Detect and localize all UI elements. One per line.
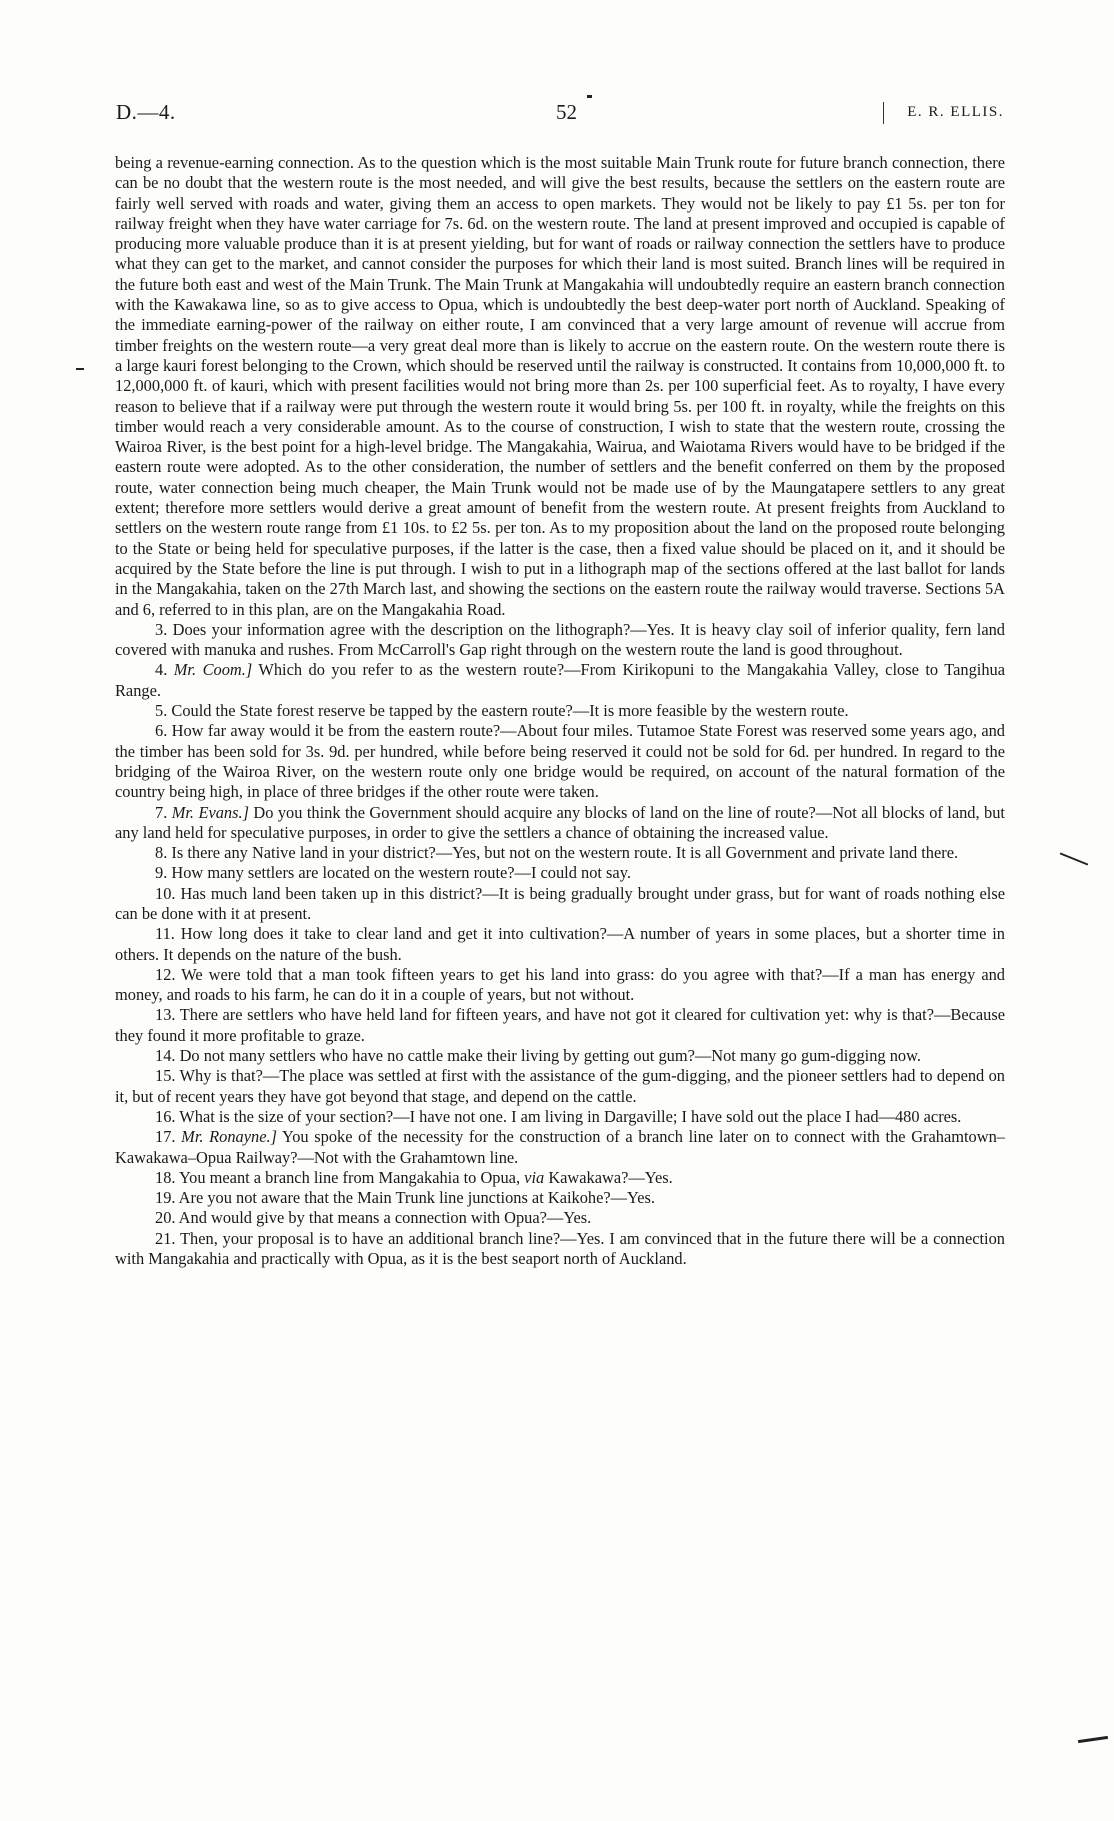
question-16: 16. What is the size of your section?—I have not one. I am living in Dargaville; I have sold out the place I had—480 acres. [155,1106,962,1126]
header-divider [883,102,884,124]
question-5: 5. Could the State forest reserve be tapped by the eastern route?—It is more feasible by the western route. [155,701,849,721]
question-text: Which do you refer to as the western route?—From Kirikopuni to the Mangakahia Valley, close to Tangihua Range. [115,660,1005,700]
question-text: Do you think the Government should acquire any blocks of land on the line of route?—Not all blocks of land, but any land held for speculative purposes, in order to give the settlers a chance of obtaining the increased value. [115,802,1005,842]
witness-name: E. R. ELLIS. [907,104,1004,120]
speaker-name: Mr. Evans.] [171,802,249,822]
question-text: 18. You meant a branch line from Mangakahia to Opua, [155,1167,521,1187]
question-18 [115,1168,1005,1188]
margin-bracket-mark [1060,852,1089,865]
speaker-name: Mr. Coom.] [173,660,253,680]
question-8: 8. Is there any Native land in your district?—Yes, but not on the western route. It is all Government and private land there. [155,843,959,863]
paragraph-intro: being a revenue-earning connection. As to the question which is the most suitable Main Trunk route for future branch connection, there can be no doubt that the western route is the most needed, and will give the best results, because the settlers on the eastern route are fairly well served with roads and water, giving them an access to open markets. They would not be likely to pay £1 5s. per ton for railway freight when they have water carriage for 7s. 6d. on the western route. The land at present improved and occupied is capable of producing more valuable produce than it is at present yielding, but for want of roads or railway connection the settlers have to produce what they can get to the market, and cannot consider the purposes for which their land is most suited. Branch lines will be required in the future both east and west of the Main Trunk. The Main Trunk at Mangakahia will undoubtedly require an eastern branch connection with the Kawakawa line, so as to give access to Opua, which is undoubtedly the best deep-water port north of Auckland. Speaking of the immediate earning-power of the railway on either route, I am convinced that a very large amount of revenue will accrue from timber freights on the western route—a very great deal more than is likely to accrue on the eastern route. On the western route there is a large kauri forest belonging to the Crown, which should be reserved until the railway is constructed. It contains from 10,000,000 ft. to 12,000,000 ft. of kauri, which with present facilities would not bring more than 2s. per 100 superficial feet. As to royalty, I have every reason to believe that if a railway were put through the western route it would bring 5s. per 100 ft. in royalty, while the freights on this timber would reach a very considerable amount. As to the course of construction, I wish to state that the western route, crossing the Wairoa River, is the best point for a high-level bridge. The Mangakahia, Wairua, and Waiotama Rivers would have to be bridged if the eastern route were adopted. As to the other consideration, the number of settlers and the benefit conferred on them by the proposed route, water connection being much cheaper, the Main Trunk would not be made use of by the Maungatapere settlers to any great extent; therefore more settlers would derive a great amount of benefit from the western route. At present freights from Auckland to settlers on the western route range from £1 10s. to £2 5s. per ton. As to my proposition about the land on the proposed route belonging to the State or being held for speculative purposes, if the latter is the case, then a fixed value should be placed on it, and it should be acquired by the State before the line is put through. I wish to put in a lithograph map of the sections offered at the last ballot for lands in the Mangakahia, taken on the 27th March last, and showing the sections on the eastern route the railway would traverse. Sections 5A and 6, referred to in this plan, are on the Mangakahia Road. [115,153,1005,619]
margin-dash-mark [1078,1736,1108,1743]
question-14: 14. Do not many settlers who have no cattle make their living by getting out gum?—Not many go gum-digging now. [155,1046,921,1066]
margin-dash-mark [76,368,84,370]
question-3: 3. Does your information agree with the description on the lithograph?—Yes. It is heavy clay soil of inferior quality, fern land covered with manuka and rushes. From McCarroll's Gap right through on the western route the land is good throughout. [115,619,1005,660]
question-20: 20. And would give by that means a connection with Opua?—Yes. [155,1208,592,1228]
question-number: 4. [155,660,168,680]
question-4 [115,660,1005,701]
document-reference: D.—4. [116,100,176,124]
question-number: 17. [155,1127,176,1147]
question-21: 21. Then, your proposal is to have an additional branch line?—Yes. I am convinced that in the future there will be a connection with Mangakahia and practically with Opua, as it is the best seaport north of Auckland. [115,1228,1005,1269]
question-text: You spoke of the necessity for the construction of a branch line later on to connect with the Grahamtown–Kawakawa–Opua Railway?—Not with the Grahamtown line. [115,1127,1005,1167]
question-6: 6. How far away would it be from the eastern route?—About four miles. Tutamoe State Forest was reserved some years ago, and the timber has been sold for 3s. 9d. per hundred, while before being reserved it could not be sold for 6d. per hundred. In regard to the bridging of the Wairoa River, on the western route only one bridge would be required, on account of the natural formation of the country being high, in place of three bridges if the other route were taken. [115,721,1005,802]
page-number: 52 [556,100,577,124]
question-11: 11. How long does it take to clear land and get it into cultivation?—A number of years in some places, but a shorter time in others. It depends on the nature of the bush. [115,924,1005,964]
question-19: 19. Are you not aware that the Main Trunk line junctions at Kaikohe?—Yes. [155,1188,656,1208]
question-text: Kawakawa?—Yes. [548,1167,673,1187]
question-15: 15. Why is that?—The place was settled at first with the assistance of the gum-digging, and the pioneer settlers had to depend on it, but of recent years they have got beyond that stage, and depend on the cattle. [115,1066,1005,1106]
question-7 [115,803,1005,844]
question-10: 10. Has much land been taken up in this district?—It is being gradually brought under grass, but for want of roads nothing else can be done with it at present. [115,883,1005,923]
page-header [116,100,1004,130]
question-12: 12. We were told that a man took fifteen years to get his land into grass: do you agree with that?—If a man has energy and money, and roads to his farm, he can do it in a couple of years, but not without. [115,964,1005,1005]
question-13: 13. There are settlers who have held land for fifteen years, and have not got it cleared for cultivation yet: why is that?—Because they found it more profitable to graze. [115,1005,1005,1045]
speaker-name: Mr. Ronayne.] [181,1127,277,1147]
via-word: via [524,1167,545,1187]
question-17 [115,1127,1005,1168]
question-number: 7. [155,802,168,822]
question-9: 9. How many settlers are located on the western route?—I could not say. [155,863,631,883]
document-body [115,153,1005,1269]
header-tick-mark [587,95,592,98]
